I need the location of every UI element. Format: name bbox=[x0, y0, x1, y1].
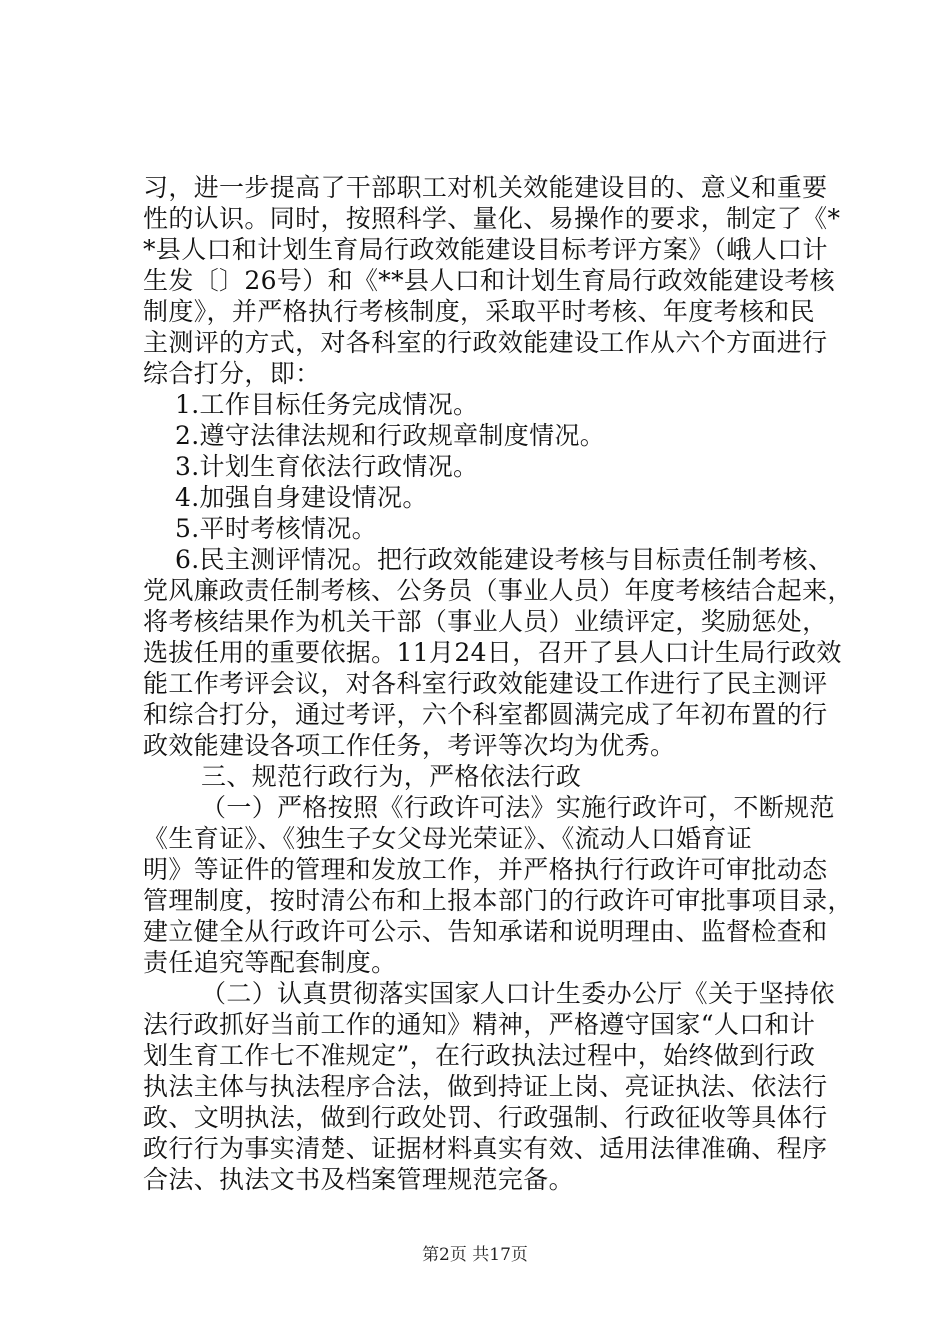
body-line: 管理制度，按时清公布和上报本部门的行政许可审批事项目录， bbox=[143, 886, 853, 915]
body-line: 将考核结果作为机关干部（事业人员）业绩评定，奖励惩处， bbox=[143, 607, 828, 636]
body-line: 性的认识。同时，按照科学、量化、易操作的要求，制定了《* bbox=[143, 204, 841, 233]
body-line: 选拔任用的重要依据。11月24日，召开了县人口计生局行政效 bbox=[143, 638, 842, 667]
list-item: 5.平时考核情况。 bbox=[175, 514, 378, 543]
body-line: *县人口和计划生育局行政效能建设目标考评方案》（峨人口计 bbox=[143, 235, 828, 264]
list-item: 3.计划生育依法行政情况。 bbox=[175, 452, 479, 481]
body-line: 法行政抓好当前工作的通知》精神，严格遵守国家“人口和计 bbox=[143, 1010, 816, 1039]
paragraph-start: （二）认真贯彻落实国家人口计生委办公厅《关于坚持依 bbox=[201, 979, 835, 1008]
body-line: 建立健全从行政许可公示、告知承诺和说明理由、监督检查和 bbox=[143, 917, 828, 946]
body-line: 划生育工作七不准规定”，在行政执法过程中，始终做到行政 bbox=[143, 1041, 816, 1070]
list-item: 6.民主测评情况。把行政效能建设考核与目标责任制考核、 bbox=[175, 545, 834, 574]
body-line: 政行行为事实清楚、证据材料真实有效、适用法律准确、程序 bbox=[143, 1134, 828, 1163]
body-line: 责任追究等配套制度。 bbox=[143, 948, 397, 977]
body-line: 和综合打分，通过考评，六个科室都圆满完成了年初布置的行 bbox=[143, 700, 828, 729]
list-item: 1.工作目标任务完成情况。 bbox=[175, 390, 479, 419]
body-line: 政、文明执法，做到行政处罚、行政强制、行政征收等具体行 bbox=[143, 1103, 828, 1132]
paragraph-start: （一）严格按照《行政许可法》实施行政许可，不断规范 bbox=[201, 793, 835, 822]
list-item: 4.加强自身建设情况。 bbox=[175, 483, 428, 512]
document-body bbox=[143, 172, 853, 1195]
body-line: 执法主体与执法程序合法，做到持证上岗、亮证执法、依法行 bbox=[143, 1072, 828, 1101]
section-heading: 三、规范行政行为，严格依法行政 bbox=[201, 762, 582, 791]
body-line: 制度》，并严格执行考核制度，采取平时考核、年度考核和民 bbox=[143, 297, 815, 326]
body-line: 明》等证件的管理和发放工作，并严格执行行政许可审批动态 bbox=[143, 855, 828, 884]
body-line: 生发〔〕26号）和《**县人口和计划生育局行政效能建设考核 bbox=[143, 266, 835, 295]
body-line: 合法、执法文书及档案管理规范完备。 bbox=[143, 1165, 574, 1194]
page-number-footer: 第2页 共17页 bbox=[422, 1245, 528, 1265]
list-item: 2.遵守法律法规和行政规章制度情况。 bbox=[175, 421, 606, 450]
body-line: 《生育证》、《独生子女父母光荣证》、《流动人口婚育证 bbox=[143, 824, 753, 853]
body-line: 综合打分，即： bbox=[143, 359, 321, 388]
body-line: 能工作考评会议，对各科室行政效能建设工作进行了民主测评 bbox=[143, 669, 828, 698]
body-line: 习，进一步提高了干部职工对机关效能建设目的、意义和重要 bbox=[143, 173, 828, 202]
body-line: 主测评的方式，对各科室的行政效能建设工作从六个方面进行 bbox=[143, 328, 828, 357]
body-line: 政效能建设各项工作任务，考评等次均为优秀。 bbox=[143, 731, 676, 760]
body-line: 党风廉政责任制考核、公务员（事业人员）年度考核结合起来， bbox=[143, 576, 853, 605]
